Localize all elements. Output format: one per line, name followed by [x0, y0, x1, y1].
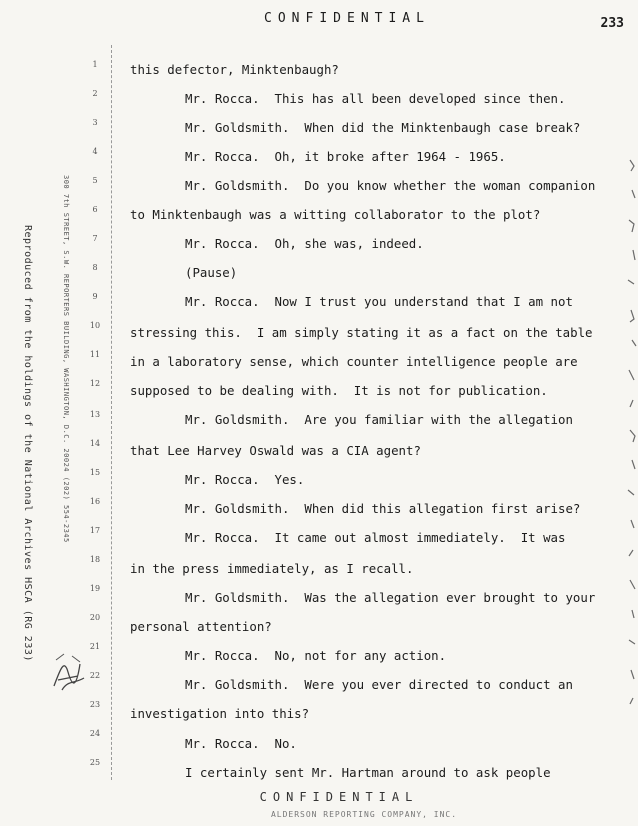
line-number: 17 [89, 526, 101, 535]
line-number: 1 [92, 60, 98, 69]
confidential-header: CONFIDENTIAL [264, 11, 430, 26]
transcript-line: investigation into this? [130, 706, 310, 721]
line-number: 22 [89, 671, 101, 680]
line-number: 20 [89, 613, 101, 622]
page-number: 233 [600, 16, 624, 31]
line-number: 19 [89, 584, 101, 593]
transcript-line: stressing this. I am simply stating it as a fact on the table [130, 325, 593, 340]
line-number: 15 [89, 468, 101, 477]
transcript-line: supposed to be dealing with. It is not for publication. [130, 383, 548, 398]
transcript-line: Mr. Goldsmith. Do you know whether the woman companion [185, 178, 596, 193]
line-number: 12 [89, 379, 101, 388]
transcript-line: Mr. Goldsmith. When did the Minktenbaugh case break? [185, 120, 581, 135]
transcript-line: Mr. Rocca. This has all been developed since then. [185, 91, 566, 106]
line-number: 24 [89, 729, 101, 738]
reporting-company: ALDERSON REPORTING COMPANY, INC. [270, 810, 458, 819]
transcript-line: personal attention? [130, 619, 272, 634]
line-number: 4 [92, 147, 98, 156]
transcript-line: Mr. Rocca. Oh, it broke after 1964 - 1965. [185, 149, 506, 164]
reporter-address: 300 7th STREET, S.W. REPORTERS BUILDING, WASHINGTON, D.C. 20024 (202) 554-2345 [62, 175, 70, 543]
line-number: 23 [89, 700, 101, 709]
confidential-footer: CONFIDENTIAL [259, 790, 419, 804]
transcript-line: Mr. Rocca. It came out almost immediately. It was [185, 530, 566, 545]
transcript-line: to Minktenbaugh was a witting collaborator to the plot? [130, 207, 541, 222]
transcript-line: in a laboratory sense, which counter intelligence people are [130, 354, 578, 369]
transcript-line: that Lee Harvey Oswald was a CIA agent? [130, 443, 421, 458]
line-number: 2 [92, 89, 98, 98]
transcript-line: Mr. Rocca. Now I trust you understand that I am not [185, 294, 573, 309]
line-number: 11 [89, 350, 101, 359]
transcript-line: Mr. Goldsmith. Were you ever directed to conduct an [185, 677, 573, 692]
line-number: 25 [89, 758, 101, 767]
line-number: 7 [92, 234, 98, 243]
line-number: 6 [92, 205, 98, 214]
transcript-line: Mr. Goldsmith. When did this allegation first arise? [185, 501, 581, 516]
line-number: 5 [92, 176, 98, 185]
line-number: 14 [89, 439, 101, 448]
transcript-line: Mr. Rocca. No, not for any action. [185, 648, 447, 663]
transcript-line: I certainly sent Mr. Hartman around to ask people [185, 765, 551, 780]
transcript-line: Mr. Rocca. Yes. [185, 472, 305, 487]
transcript-line: Mr. Rocca. Oh, she was, indeed. [185, 236, 424, 251]
transcript-line: this defector, Minktenbaugh? [130, 62, 339, 77]
line-number: 16 [89, 497, 101, 506]
transcript-line: (Pause) [185, 265, 238, 280]
line-number: 8 [92, 263, 98, 272]
transcript-line: Mr. Rocca. No. [185, 736, 297, 751]
line-number: 3 [92, 118, 98, 127]
line-number: 21 [89, 642, 101, 651]
line-number: 13 [89, 410, 101, 419]
line-number: 10 [89, 321, 101, 330]
transcript-line: Mr. Goldsmith. Was the allegation ever brought to your [185, 590, 596, 605]
transcript-line: Mr. Goldsmith. Are you familiar with the allegation [185, 412, 573, 427]
transcript-line: in the press immediately, as I recall. [130, 561, 414, 576]
archive-reproduction-note: Reproduced from the holdings of the National Archives HSCA (RG 233) [22, 225, 33, 662]
line-number: 9 [92, 292, 98, 301]
line-number: 18 [89, 555, 101, 564]
